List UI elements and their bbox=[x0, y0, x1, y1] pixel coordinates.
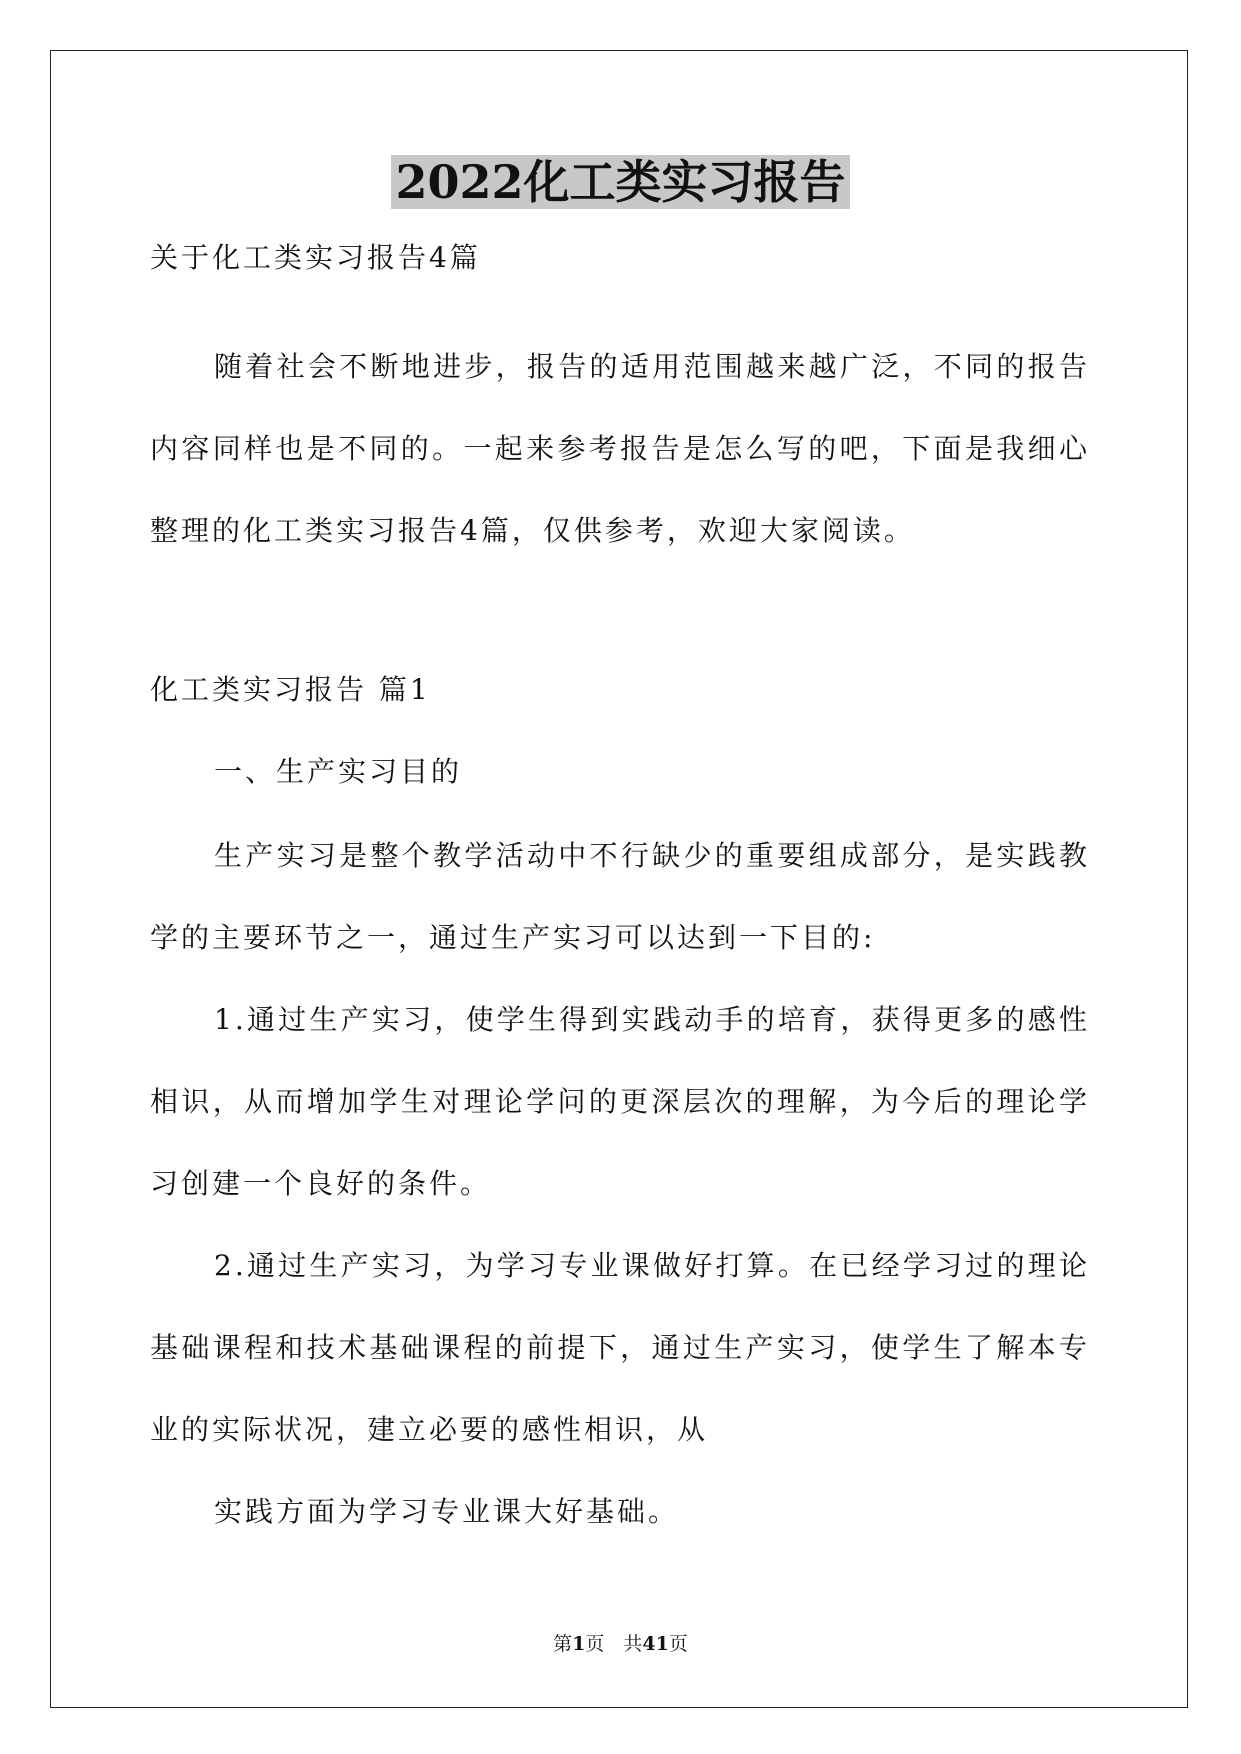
document-title-text: 2022化工类实习报告 bbox=[391, 155, 849, 209]
footer-total-pages: 41 bbox=[642, 1633, 669, 1655]
body-paragraph-3: 2.通过生产实习，为学习专业课做好打算。在已经学习过的理论基础课程和技术基础课程的前提下，通过生产实习，使学生了解本专业的实际状况，建立必要的感性相识，从 bbox=[150, 1249, 1090, 1446]
footer-page-number: 1 bbox=[572, 1633, 586, 1655]
footer-prefix: 第 bbox=[553, 1633, 573, 1655]
footer-suffix: 页 bbox=[668, 1633, 688, 1655]
page-footer bbox=[0, 1632, 1241, 1656]
body-paragraph-4: 实践方面为学习专业课大好基础。 bbox=[214, 1495, 680, 1528]
body-paragraph-1: 生产实习是整个教学活动中不行缺少的重要组成部分，是实践教学的主要环节之一，通过生产实习可以达到一下目的: bbox=[150, 839, 1090, 954]
footer-middle: 页 共 bbox=[585, 1633, 643, 1655]
document-title bbox=[0, 152, 1241, 212]
subsection-heading: 一、生产实习目的 bbox=[214, 755, 463, 788]
body-paragraph-2: 1.通过生产实习，使学生得到实践动手的培育，获得更多的感性相识，从而增加学生对理论学问的更深层次的理解，为今后的理论学习创建一个良好的条件。 bbox=[150, 1003, 1090, 1200]
section-heading: 化工类实习报告 篇1 bbox=[150, 673, 431, 706]
document-subtitle: 关于化工类实习报告4篇 bbox=[150, 241, 481, 274]
intro-paragraph: 随着社会不断地进步，报告的适用范围越来越广泛，不同的报告内容同样也是不同的。一起来参考报告是怎么写的吧，下面是我细心整理的化工类实习报告4篇，仅供参考，欢迎大家阅读。 bbox=[150, 350, 1090, 547]
